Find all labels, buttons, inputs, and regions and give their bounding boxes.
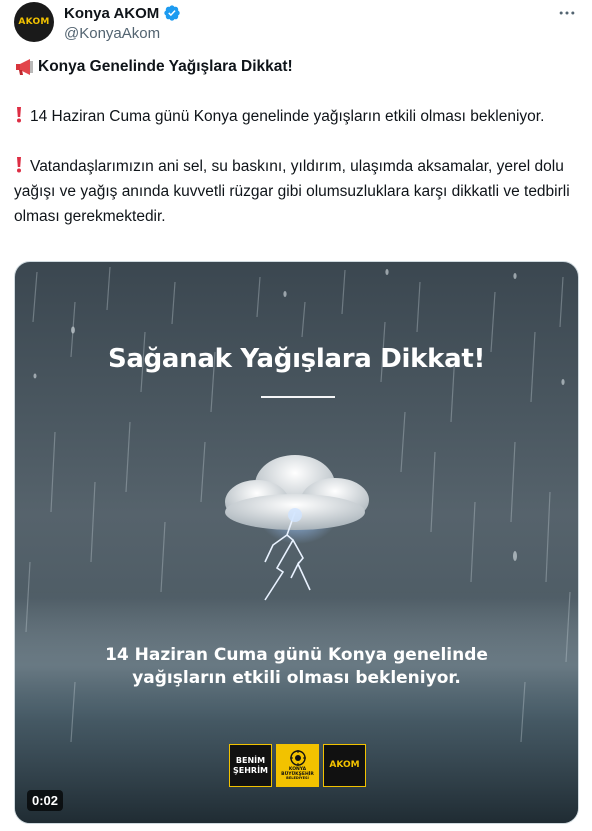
akom-logo-text: AKOM xyxy=(329,760,360,770)
paragraph-text-2: Vatandaşlarımızın ani sel, su baskını, yıldırım, ulaşımda aksamalar, yerel dolu yağışı ve yağış anında kuvvetli rüzgar gibi olumsuzluklara karşı dikkatli ve tedbirli olması gerekmektedir. xyxy=(14,158,570,225)
konya-logo-line1: KONYA xyxy=(288,767,307,773)
video-subtitle-line1: 14 Haziran Cuma günü Konya genelinde xyxy=(105,645,488,665)
tweet-paragraph-2 xyxy=(14,154,574,229)
video-subtitle xyxy=(55,644,538,690)
benim-sehrim-line2: ŞEHRİM xyxy=(232,765,269,775)
avatar-text: AKOM xyxy=(18,17,50,27)
more-options-icon[interactable] xyxy=(556,2,578,24)
title-divider xyxy=(261,396,335,398)
name-row xyxy=(64,4,181,22)
storm-cloud-icon xyxy=(195,440,395,610)
video-duration-badge: 0:02 xyxy=(27,790,63,811)
tweet-text xyxy=(14,54,574,229)
user-handle[interactable]: @KonyaAkom xyxy=(64,25,161,42)
video-subtitle-line2: yağışların etkili olması bekleniyor. xyxy=(132,668,461,688)
megaphone-icon xyxy=(14,58,36,76)
red-exclamation-icon xyxy=(14,156,24,172)
avatar[interactable] xyxy=(14,2,54,42)
video-player[interactable] xyxy=(14,261,579,824)
konya-buyuksehir-logo xyxy=(276,744,319,787)
akom-logo xyxy=(323,744,366,787)
sponsor-logos xyxy=(229,744,366,788)
paragraph-text-1: 14 Haziran Cuma günü Konya genelinde yağışların etkili olması bekleniyor. xyxy=(30,108,545,125)
tweet-title: Konya Genelinde Yağışlara Dikkat! xyxy=(38,58,293,75)
konya-emblem-icon xyxy=(288,750,308,766)
red-exclamation-icon xyxy=(14,106,24,122)
benim-sehrim-line1: BENİM xyxy=(235,755,266,765)
display-name[interactable]: Konya AKOM xyxy=(64,4,160,22)
tweet-title-line xyxy=(14,54,574,79)
konya-logo-line3: BELEDİYESİ xyxy=(286,776,309,781)
konya-logo-line2: BÜYÜKŞEHİR xyxy=(281,771,314,777)
video-title: Sağanak Yağışlara Dikkat! xyxy=(107,344,486,374)
tweet-paragraph-1 xyxy=(14,104,574,129)
benim-sehrim-logo xyxy=(229,744,272,787)
tweet-header xyxy=(14,2,578,46)
verified-badge-icon xyxy=(163,4,181,22)
